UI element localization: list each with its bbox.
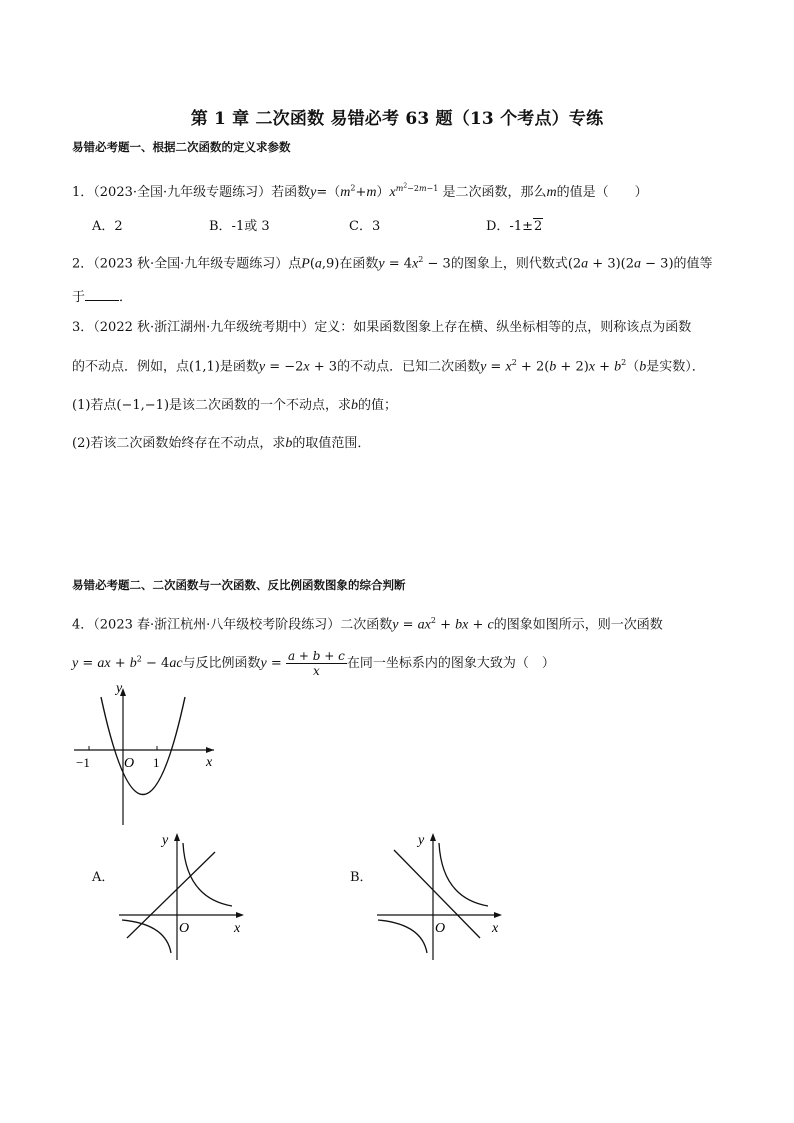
q1-tail: 的值是（ ） — [556, 184, 648, 200]
question-1: 1．（2023·全国·九年级专题练习）若函数$y=(m^2+m)x^{m^2-2m-1}$ 是二次函数，那么m的值是（ ） — [72, 182, 648, 200]
q4-option-b-graph[interactable] — [372, 828, 512, 963]
question-2: 2．（2023 秋·全国·九年级专题练习）点P(a,9)在函数$y = 4x^2 - 3$的图象上，则代数式(2a + 3)(2a − 3)的值等 — [72, 255, 713, 272]
question-3-line-1: 3．（2022 秋·浙江湖州·九年级统考期中）定义：如果函数图象上存在横、纵坐标相等的点，则称该点为函数 — [72, 320, 692, 335]
svg-text:O: O — [435, 921, 446, 936]
q4-option-b-label[interactable]: B． — [350, 870, 373, 885]
question-3-line-2: 的不动点．例如，点(1,1)是函数y = −2x + 3的不动点．已知二次函数$y = x^2 + 2(b + 2)x + b^2(b$是实数）． — [72, 358, 705, 375]
section-heading-2: 易错必考题二、二次函数与一次函数、反比例函数图象的综合判断 — [72, 578, 406, 592]
svg-text:O: O — [179, 921, 190, 936]
x-axis-label: x — [206, 755, 213, 770]
parabola-graph — [68, 682, 228, 828]
q1-prefix: 1．（2023·全国·九年级专题练习）若函数 — [72, 184, 311, 200]
svg-text:y: y — [418, 833, 425, 848]
q1-option-b[interactable]: B．-1或 3 — [209, 219, 270, 234]
q4-option-a-graph[interactable] — [114, 828, 254, 963]
q1-option-c[interactable]: C．3 — [349, 219, 381, 234]
tick-1: 1 — [153, 755, 160, 770]
tick-neg1: −1 — [76, 755, 90, 770]
question-3-part-1: (1)若点(−1,−1)是该二次函数的一个不动点，求b的值； — [72, 398, 398, 413]
parabola-curve — [101, 697, 185, 795]
answer-blank[interactable] — [85, 288, 119, 301]
q1-suffix: 是二次函数，那么 — [442, 184, 547, 200]
q2-prefix: 2．（2023 秋·全国·九年级专题练习）点 — [72, 256, 302, 272]
y-axis-label: y — [116, 682, 123, 696]
section-heading-1: 易错必考题一、根据二次函数的定义求参数 — [72, 140, 291, 154]
origin-label: O — [124, 756, 135, 771]
question-3-part-2: (2)若该二次函数始终存在不动点，求b的取值范围． — [72, 436, 371, 451]
q4-option-a-label[interactable]: A． — [92, 870, 115, 885]
question-4-line-2: y = ax + $b^2 - 4ac$与反比例函数y = $\frac{a + b + c}{x}$ 在同一坐标系内的图象大致为（ ） — [72, 649, 555, 678]
q1-option-d[interactable]: D．-1±2 — [486, 219, 543, 234]
svg-text:x: x — [492, 921, 499, 936]
svg-text:y: y — [162, 833, 169, 848]
svg-text:x: x — [234, 921, 241, 936]
question-4-line-1: 4．（2023 春·浙江杭州·八年级校考阶段练习）二次函数$y = ax^2$ + bx + c的图象如图所示，则一次函数 — [72, 616, 663, 633]
q1-option-a[interactable]: A．2 — [92, 219, 123, 234]
page-title: 第 1 章 二次函数 易错必考 63 题（13 个考点）专练 — [190, 109, 604, 129]
question-2-line-2: 于 ． — [72, 290, 133, 305]
